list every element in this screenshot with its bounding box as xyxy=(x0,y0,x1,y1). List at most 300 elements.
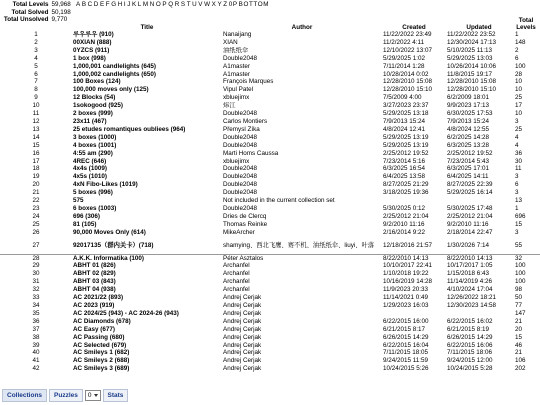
table-row[interactable] xyxy=(0,357,540,365)
table-row[interactable] xyxy=(0,126,540,134)
alpha-link[interactable]: G xyxy=(111,1,117,8)
alpha-link[interactable]: P xyxy=(162,1,168,8)
row-number: 41 xyxy=(32,357,40,365)
collection-title[interactable]: ABHT 04 (938) xyxy=(73,286,116,294)
created-date: 7/9/2013 15:24 xyxy=(383,117,426,125)
table-row[interactable] xyxy=(0,278,540,286)
collection-author: MikeArcher xyxy=(223,228,255,236)
row-number: 27 xyxy=(32,241,40,249)
updated-date: 6/22/2015 16:02 xyxy=(447,317,493,325)
total-levels: 100 xyxy=(515,62,526,70)
total-label: Total Solved xyxy=(11,8,49,16)
collection-title[interactable]: 5 boxes (996) xyxy=(73,189,113,197)
collection-title[interactable]: 2 boxes (999) xyxy=(73,110,113,118)
collection-author: Andrej Cerjak xyxy=(223,309,262,317)
total-levels: 100 xyxy=(515,262,526,270)
collection-title[interactable]: AC Easy (677) xyxy=(73,325,115,333)
total-levels: 50 xyxy=(515,294,523,302)
collection-title[interactable]: 100,000 moves only (125) xyxy=(73,86,149,94)
collection-author: Marti Homs Caussa xyxy=(223,149,279,157)
alpha-link[interactable]: K xyxy=(131,1,137,8)
collection-title[interactable]: 696 (306) xyxy=(73,212,100,220)
total-levels: 100 xyxy=(515,278,526,286)
created-date: 6/21/2015 8:17 xyxy=(383,325,426,333)
updated-date: 12/30/2023 14:58 xyxy=(447,302,497,309)
row-number: 8 xyxy=(34,86,38,94)
row-number: 33 xyxy=(32,294,40,302)
created-date xyxy=(382,197,446,205)
created-date: 5/29/2025 13:19 xyxy=(383,133,429,141)
created-date: 4/8/2024 12:41 xyxy=(383,125,426,133)
collection-title[interactable]: 4 boxes (1001) xyxy=(73,141,117,149)
created-date: 6/26/2015 14:29 xyxy=(383,333,429,341)
updated-date: 6/22/2015 16:06 xyxy=(447,341,493,349)
tab-stats[interactable]: Stats xyxy=(103,389,129,402)
created-date: 5/30/2025 0:12 xyxy=(383,204,426,212)
table-row[interactable] xyxy=(0,286,540,294)
created-date: 11/2/2022 4:11 xyxy=(383,38,425,46)
alpha-link[interactable]: 0P xyxy=(228,1,238,8)
collections-table xyxy=(0,15,540,373)
table-row[interactable] xyxy=(0,197,540,205)
total-levels: 202 xyxy=(515,365,526,373)
alpha-link[interactable]: B xyxy=(81,1,87,8)
total-levels: 30 xyxy=(515,157,523,165)
alpha-link[interactable]: Q xyxy=(168,1,174,8)
created-date xyxy=(382,310,446,318)
created-date: 11/22/2022 23:49 xyxy=(383,31,432,38)
collection-author: Andrej Cerjak xyxy=(223,317,262,325)
updated-date: 6/2/2009 18:01 xyxy=(447,94,490,102)
header-author[interactable]: Author xyxy=(291,24,313,31)
table-row[interactable] xyxy=(0,342,540,350)
tab-puzzles[interactable]: Puzzles xyxy=(49,389,83,402)
table-row[interactable] xyxy=(0,270,540,278)
collection-title[interactable]: AC 2023 (919) xyxy=(73,302,115,309)
total-levels: 4 xyxy=(515,141,519,149)
collection-title[interactable]: AC Passing (680) xyxy=(73,333,125,341)
row-number: 6 xyxy=(34,70,38,78)
table-row[interactable] xyxy=(0,110,540,118)
row-number: 3 xyxy=(34,46,38,54)
collection-title[interactable]: ABHT 01 (826) xyxy=(73,262,116,270)
collection-author: Dries de Clercq xyxy=(223,212,267,220)
total-levels: 100 xyxy=(515,270,526,278)
created-date: 3/18/2025 19:36 xyxy=(383,189,429,197)
updated-date: 1/15/2018 6:43 xyxy=(447,270,490,278)
filter-select[interactable] xyxy=(85,390,101,401)
table-row[interactable] xyxy=(0,55,540,63)
collection-title[interactable]: AC Diamonds (678) xyxy=(73,317,131,325)
collection-author: Andrej Cerjak xyxy=(223,349,262,357)
collection-title[interactable]: 4x4s (1009) xyxy=(73,165,107,173)
table-row[interactable] xyxy=(0,365,540,373)
table-row[interactable] xyxy=(0,205,540,213)
updated-date xyxy=(446,310,512,318)
total-levels: 10 xyxy=(515,78,523,86)
total-levels: 20 xyxy=(515,325,523,333)
updated-date: 6/26/2015 14:29 xyxy=(447,333,493,341)
updated-date: 9/2/2010 11:16 xyxy=(447,220,489,228)
collection-author: Vipul Patel xyxy=(223,86,253,94)
updated-date: 11/8/2015 19:17 xyxy=(447,70,493,78)
alpha-link[interactable]: T xyxy=(186,1,192,8)
alpha-link[interactable]: S xyxy=(180,1,186,8)
table-row[interactable] xyxy=(0,102,540,110)
collection-author: xbluejimx xyxy=(223,94,250,102)
updated-date: 8/27/2025 22:39 xyxy=(447,181,493,189)
updated-date: 6/3/2025 17:01 xyxy=(447,165,490,173)
total-levels: 15 xyxy=(515,220,523,228)
collection-title[interactable]: AC 2021/22 (893) xyxy=(73,294,124,302)
collection-title[interactable]: 4:55 am (290) xyxy=(73,149,113,157)
row-number: 1 xyxy=(34,31,38,38)
collection-author: Nanaijang xyxy=(223,31,252,38)
total-levels: 1 xyxy=(515,204,519,212)
collection-author: Double2048 xyxy=(223,181,257,189)
alpha-link[interactable]: H xyxy=(117,1,123,8)
total-label: Total Unsolved xyxy=(3,16,49,23)
header-created[interactable]: Created xyxy=(402,24,426,31)
collection-author: 炜江 xyxy=(223,102,236,110)
collection-title[interactable]: 루우루우 (910) xyxy=(73,31,114,38)
table-row[interactable] xyxy=(0,189,540,197)
row-number: 26 xyxy=(32,228,40,236)
alpha-link[interactable]: I xyxy=(123,1,127,8)
collection-title[interactable]: 92017135（群内关卡）(718) xyxy=(73,241,154,249)
updated-date: 7/9/2013 15:24 xyxy=(447,117,490,125)
row-number: 19 xyxy=(32,173,40,181)
collection-title[interactable]: AC Smileys 1 (682) xyxy=(73,349,130,357)
row-number: 16 xyxy=(32,149,40,157)
header-number xyxy=(0,15,72,31)
created-date: 3/27/2023 23:37 xyxy=(383,102,429,110)
row-number: 31 xyxy=(32,278,40,286)
total-levels: 106 xyxy=(515,357,526,365)
row-number: 30 xyxy=(32,270,40,278)
updated-date: 6/4/2025 14:11 xyxy=(447,173,489,181)
created-date: 11/9/2023 20:33 xyxy=(383,286,429,294)
collection-author: Andrej Cerjak xyxy=(223,333,262,341)
created-date: 5/29/2025 1:02 xyxy=(383,54,426,62)
total-levels: 11 xyxy=(515,165,522,173)
table-row[interactable] xyxy=(0,310,540,318)
total-value: 9,770 xyxy=(51,16,68,23)
table-row[interactable] xyxy=(0,326,540,334)
alpha-link[interactable]: Y xyxy=(217,1,223,8)
total-levels: 10 xyxy=(515,110,523,118)
row-number: 7 xyxy=(34,78,38,86)
collection-title[interactable]: 00XIAN (888) xyxy=(73,38,112,46)
row-number: 38 xyxy=(32,333,40,341)
created-date: 10/28/2014 0:02 xyxy=(383,70,429,78)
bottom-tab-bar xyxy=(2,389,128,401)
row-number: 39 xyxy=(32,341,40,349)
updated-date: 12/28/2010 15:08 xyxy=(447,78,497,86)
collection-author: 油纸纸伞 xyxy=(223,46,249,54)
collection-title[interactable]: 1sokogood (925) xyxy=(73,102,124,110)
row-number: 37 xyxy=(32,325,40,333)
collection-title[interactable]: AC Smileys 2 (688) xyxy=(73,357,130,365)
total-levels: 6 xyxy=(515,181,519,189)
table-row[interactable] xyxy=(0,71,540,79)
alpha-link[interactable]: C xyxy=(87,1,93,8)
collections-table-wrapper[interactable] xyxy=(0,15,540,386)
total-levels: 98 xyxy=(515,286,523,294)
collection-title[interactable]: 1,000,002 candlelights (650) xyxy=(73,70,156,78)
alpha-link[interactable]: N xyxy=(149,1,155,8)
row-number: 25 xyxy=(32,220,40,228)
updated-date: 6/3/2025 13:28 xyxy=(447,141,490,149)
created-date: 2/25/2012 19:52 xyxy=(383,149,429,157)
collection-author: Archanfel xyxy=(223,270,250,278)
created-date: 2/25/2012 21:04 xyxy=(383,212,429,220)
total-levels: 1 xyxy=(515,31,519,38)
created-date: 7/11/2014 1:28 xyxy=(383,62,425,70)
collection-author: Double2048 xyxy=(223,54,257,62)
table-row[interactable] xyxy=(0,142,540,150)
collection-title[interactable]: 3 boxes (1000) xyxy=(73,133,117,141)
total-levels: 17 xyxy=(515,102,523,110)
collection-author: shamying、西北飞鹰、赛不机、油纸纸伞、liuyi、叶落 xyxy=(223,241,375,249)
updated-date: 12/26/2022 18:21 xyxy=(447,294,497,302)
collection-title[interactable]: 100 Boxes (124) xyxy=(73,78,121,86)
created-date: 9/2/2010 11:16 xyxy=(383,220,425,228)
alpha-link[interactable]: R xyxy=(174,1,180,8)
row-number: 35 xyxy=(32,309,40,317)
row-number: 32 xyxy=(32,286,40,294)
alpha-link[interactable]: D xyxy=(93,1,99,8)
header-title[interactable]: Title xyxy=(140,24,154,31)
created-date: 8/22/2010 14:13 xyxy=(382,254,446,262)
created-date: 11/14/2021 0:49 xyxy=(383,294,429,302)
updated-date: 11/14/2019 4:26 xyxy=(447,278,493,286)
table-row[interactable] xyxy=(0,302,540,310)
collection-author: Double2048 xyxy=(223,189,257,197)
total-levels: 77 xyxy=(515,302,523,309)
alphabet-nav xyxy=(76,1,270,9)
collection-title[interactable]: 90,000 Moves Only (614) xyxy=(73,228,146,236)
header-total-levels[interactable]: Total Levels xyxy=(516,17,536,31)
alpha-link[interactable]: W xyxy=(204,1,211,8)
total-levels: 28 xyxy=(515,70,523,78)
table-row[interactable] xyxy=(0,237,540,255)
row-number: 22 xyxy=(32,197,40,205)
row-number: 14 xyxy=(32,133,40,141)
alpha-link[interactable]: U xyxy=(192,1,198,8)
collection-author: Andrej Cerjak xyxy=(223,325,262,333)
total-levels: 4 xyxy=(515,133,519,141)
table-row[interactable] xyxy=(0,173,540,181)
collection-title[interactable]: AC 2024/25 (943) - AC 2024-26 (943) xyxy=(73,309,179,317)
table-row[interactable] xyxy=(0,229,540,237)
table-row[interactable] xyxy=(0,31,540,39)
alpha-link[interactable]: BOTTOM xyxy=(238,1,270,8)
alpha-link[interactable]: X xyxy=(211,1,217,8)
chevron-down-icon xyxy=(94,394,98,397)
alpha-link[interactable]: V xyxy=(198,1,204,8)
collection-title[interactable]: 81 (105) xyxy=(73,220,97,228)
collection-author: Double2048 xyxy=(223,173,257,181)
created-date: 7/11/2015 18:05 xyxy=(383,349,429,357)
row-number: 24 xyxy=(32,212,40,220)
collection-author: Not included in the current collection set xyxy=(223,197,335,205)
created-date: 6/22/2015 16:00 xyxy=(383,317,429,325)
updated-date xyxy=(446,197,512,205)
total-levels: 46 xyxy=(515,341,523,349)
table-row[interactable] xyxy=(0,86,540,94)
table-row[interactable] xyxy=(0,262,540,270)
total-levels: 3 xyxy=(515,228,519,236)
collection-author: Archanfel xyxy=(223,262,250,270)
updated-date: 12/28/2010 15:10 xyxy=(447,86,497,94)
table-row[interactable] xyxy=(0,349,540,357)
table-row[interactable] xyxy=(0,318,540,326)
updated-date: 11/22/2022 23:52 xyxy=(447,31,496,38)
collection-author: Double2048 xyxy=(223,204,257,212)
collection-title[interactable]: 23x11 (467) xyxy=(73,117,107,125)
collection-title[interactable]: 0YZCS (911) xyxy=(73,46,110,54)
table-row[interactable] xyxy=(0,254,540,262)
created-date: 12/10/2022 13:07 xyxy=(383,46,433,54)
row-number: 20 xyxy=(32,181,40,189)
table-row[interactable] xyxy=(0,63,540,71)
total-levels: 3 xyxy=(515,173,519,181)
updated-date: 8/22/2010 14:13 xyxy=(446,254,512,262)
collection-title[interactable]: 1,000,001 candlelights (645) xyxy=(73,62,156,70)
collection-title[interactable]: 575 xyxy=(73,197,84,205)
updated-date: 7/11/2015 18:06 xyxy=(447,349,493,357)
collection-title[interactable]: 4REC (646) xyxy=(73,157,107,165)
total-levels: 2 xyxy=(515,46,519,54)
collection-title[interactable]: 6 boxes (1003) xyxy=(73,204,117,212)
collection-title[interactable]: 4xN Fibo-Likes (1019) xyxy=(73,181,138,189)
tab-collections[interactable]: Collections xyxy=(2,389,47,402)
collection-author: Archanfel xyxy=(223,278,250,286)
collection-title[interactable]: 1 box (998) xyxy=(73,54,106,62)
collection-author: Péter Asztalos xyxy=(222,254,382,262)
table-row[interactable] xyxy=(0,134,540,142)
row-number: 42 xyxy=(32,365,40,373)
row-number: 40 xyxy=(32,349,40,357)
total-levels: 25 xyxy=(515,125,523,133)
alpha-link[interactable]: A xyxy=(76,1,81,8)
table-row[interactable] xyxy=(0,118,540,126)
row-number: 12 xyxy=(32,117,40,125)
created-date: 1/29/2023 16:03 xyxy=(383,302,429,309)
created-date: 12/28/2010 15:08 xyxy=(383,78,433,86)
collection-author: Andrej Cerjak xyxy=(223,357,262,365)
updated-date: 1/30/2026 7:14 xyxy=(447,241,490,249)
updated-date: 7/23/2014 5:43 xyxy=(447,157,490,165)
table-header xyxy=(0,15,540,31)
table-row[interactable] xyxy=(0,334,540,342)
row-number: 28 xyxy=(0,254,72,262)
table-row[interactable] xyxy=(0,181,540,189)
collection-title[interactable]: 25 etudes romantiques oubliees (964) xyxy=(73,125,186,133)
table-row[interactable] xyxy=(0,39,540,47)
total-levels: 25 xyxy=(515,94,523,102)
header-updated[interactable]: Updated xyxy=(466,24,492,31)
created-date: 7/23/2014 5:16 xyxy=(383,157,426,165)
total-levels: 3 xyxy=(515,189,519,197)
created-date: 6/4/2025 13:58 xyxy=(383,173,426,181)
total-levels: 21 xyxy=(515,317,523,325)
collection-title[interactable]: 4x5s (1010) xyxy=(73,173,107,181)
total-levels: 3 xyxy=(515,117,519,125)
total-label: Total Levels xyxy=(12,1,49,8)
collection-author: François Marques xyxy=(223,78,274,86)
table-row[interactable] xyxy=(0,213,540,221)
created-date: 6/3/2025 16:54 xyxy=(383,165,426,173)
table-row[interactable] xyxy=(0,150,540,158)
row-number: 5 xyxy=(34,62,38,70)
created-date: 5/29/2025 13:19 xyxy=(383,141,429,149)
collection-title[interactable]: AC Smileys 3 (689) xyxy=(73,365,130,373)
updated-date: 2/25/2012 19:52 xyxy=(447,149,493,157)
collection-author: A1master xyxy=(223,70,250,78)
total-value: 59,968 xyxy=(51,1,71,8)
row-number: 11 xyxy=(32,110,40,118)
table-row[interactable] xyxy=(0,47,540,55)
alpha-link[interactable]: F xyxy=(105,1,111,8)
created-date: 1/10/2018 19:22 xyxy=(383,270,429,278)
table-row[interactable] xyxy=(0,165,540,173)
alpha-link[interactable]: O xyxy=(155,1,162,8)
total-levels: 6 xyxy=(515,54,519,62)
alpha-link[interactable]: M xyxy=(142,1,149,8)
collection-title[interactable]: ABHT 03 (843) xyxy=(73,278,116,286)
created-date: 9/24/2015 11:59 xyxy=(383,357,429,365)
row-number: 36 xyxy=(32,317,40,325)
row-number: 21 xyxy=(32,189,40,197)
alpha-link[interactable]: Z xyxy=(223,1,228,8)
row-number: 15 xyxy=(32,141,40,149)
row-number: 9 xyxy=(34,94,38,102)
total-levels: 148 xyxy=(515,38,526,46)
table-row[interactable] xyxy=(0,78,540,86)
created-date: 2/16/2014 9:22 xyxy=(383,228,426,236)
table-row[interactable] xyxy=(0,221,540,229)
collection-author: XIAN xyxy=(223,38,238,46)
updated-date: 6/2/2025 14:28 xyxy=(447,133,490,141)
total-levels: 13 xyxy=(515,197,523,205)
created-date: 10/16/2019 14:28 xyxy=(383,278,433,286)
total-levels: 147 xyxy=(515,309,526,317)
alpha-link[interactable]: J xyxy=(127,1,131,8)
filter-select-value: 0 xyxy=(87,391,92,399)
alpha-link[interactable]: L xyxy=(137,1,142,8)
updated-date: 5/29/2025 16:14 xyxy=(447,189,493,197)
collection-author: xbluejimx xyxy=(223,157,250,165)
table-row[interactable] xyxy=(0,294,540,302)
row-number: 17 xyxy=(32,157,40,165)
updated-date: 4/8/2024 12:55 xyxy=(447,125,490,133)
collection-title[interactable]: ABHT 02 (829) xyxy=(73,270,116,278)
collection-title[interactable]: A.K.K. Informatika (100) xyxy=(72,254,222,262)
collection-title[interactable]: AC Selected (679) xyxy=(73,341,127,349)
updated-date: 2/25/2012 21:04 xyxy=(447,212,493,220)
row-number: 10 xyxy=(32,102,40,110)
row-number: 23 xyxy=(32,204,40,212)
alpha-link[interactable]: E xyxy=(99,1,105,8)
collection-title[interactable]: 12 Blocks (54) xyxy=(73,94,116,102)
table-row[interactable] xyxy=(0,94,540,102)
table-row[interactable] xyxy=(0,158,540,166)
updated-date: 12/30/2024 17:13 xyxy=(447,38,497,46)
total-levels: 55 xyxy=(515,241,523,249)
collection-author: Carlos Montiers xyxy=(223,117,268,125)
